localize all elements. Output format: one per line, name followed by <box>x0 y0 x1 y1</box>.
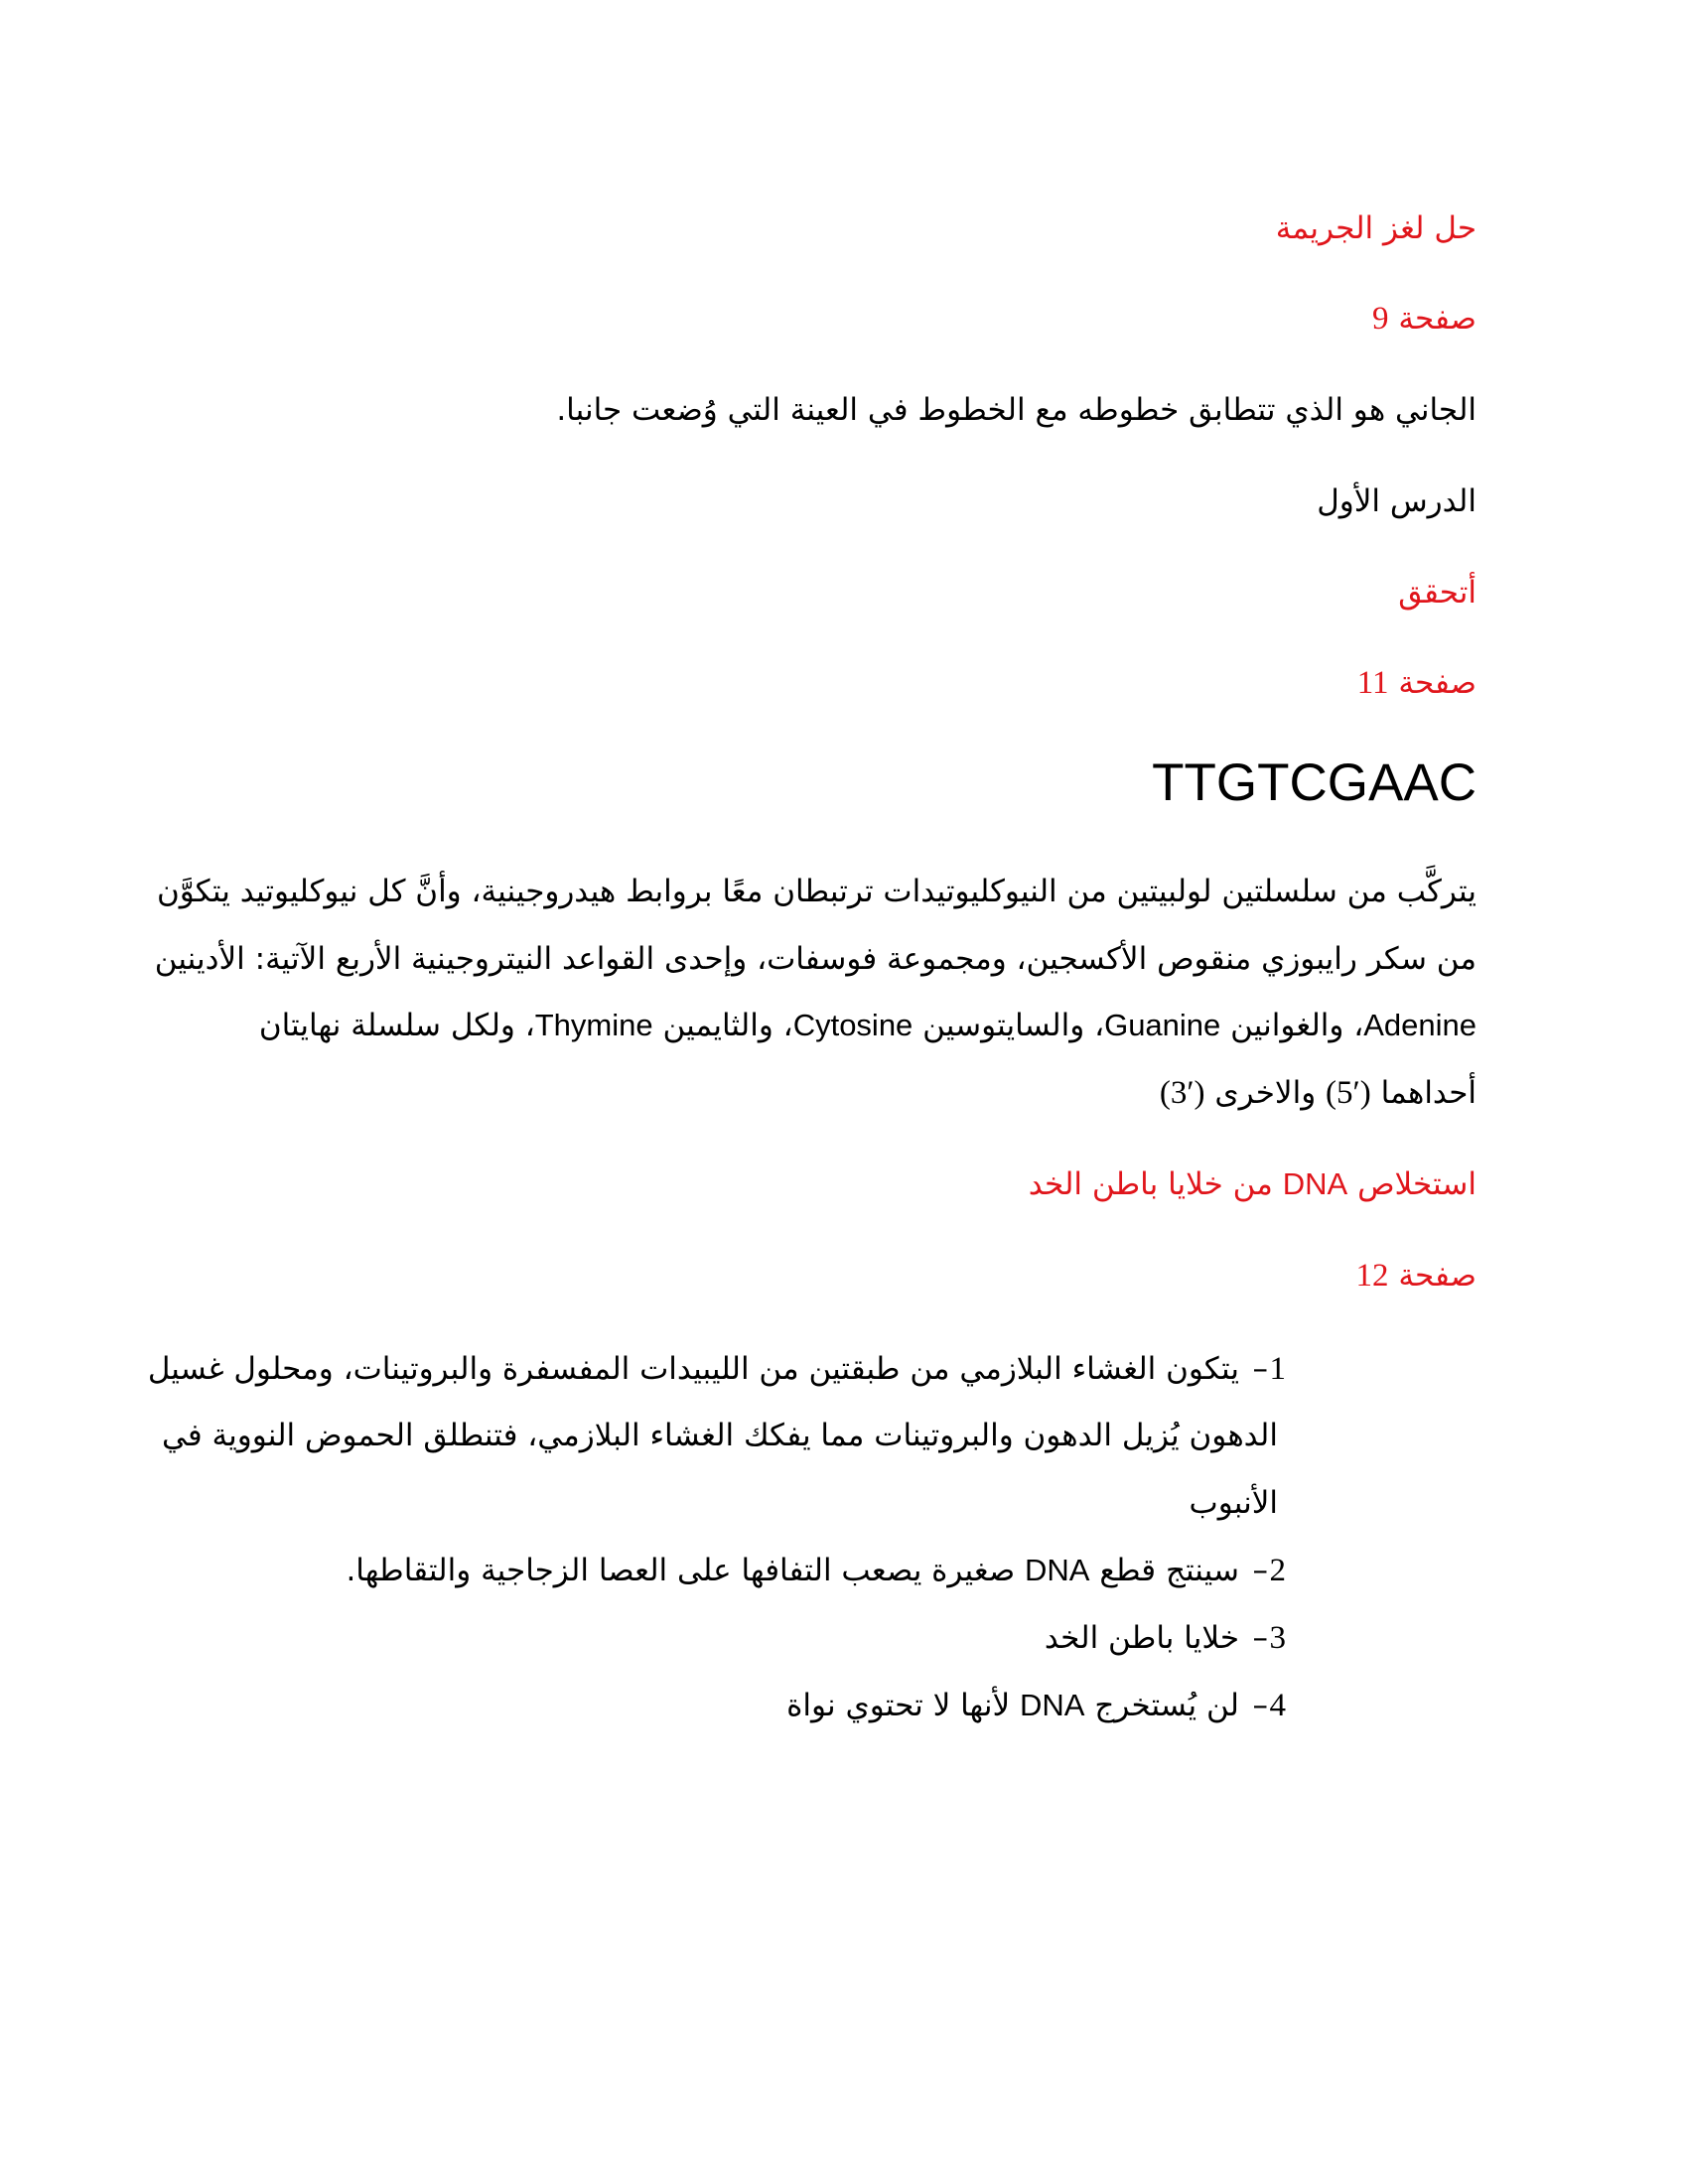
lesson-title-text: الدرس الأول <box>1317 483 1477 519</box>
list-number: 3 <box>1269 1620 1286 1656</box>
paragraph-text: ، والغوانين <box>1230 1008 1364 1043</box>
paragraph-text: ، ولكل سلسلة نهايتان <box>258 1008 535 1043</box>
list-number: 2 <box>1269 1553 1286 1588</box>
list-item-1-line-1 <box>148 1347 1239 1391</box>
base-name-cytosine: Cytosine <box>792 1008 914 1042</box>
lesson-title <box>1317 479 1477 523</box>
list-item-text: صغيرة يصعب التفافها على العصا الزجاجية والتقاطها. <box>346 1553 1016 1588</box>
list-item-text: لأنها لا تحتوي نواة <box>786 1688 1011 1723</box>
list-item-text: خلايا باطن الخد <box>1044 1620 1239 1656</box>
list-item-text: سينتج قطع <box>1099 1553 1239 1588</box>
page-11-label <box>1357 661 1477 705</box>
paragraph-text: ، والثايمين <box>662 1008 793 1043</box>
paragraph-line-1 <box>157 870 1477 913</box>
list-item-text: الدهون يُزيل الدهون والبروتينات مما يفكك الغشاء البلازمي، فتنطلق الحموض النووية في <box>162 1418 1278 1453</box>
list-item-4-number <box>1270 1684 1287 1727</box>
list-item-text: الأنبوب <box>1189 1485 1278 1521</box>
check-heading-text: أتحقق <box>1398 575 1477 611</box>
extraction-heading-text: استخلاص <box>1357 1166 1477 1202</box>
extraction-heading-text: من خلايا باطن الخد <box>1028 1166 1273 1202</box>
list-item-1-line-2 <box>162 1414 1278 1457</box>
crime-puzzle-heading-text: حل لغز الجريمة <box>1275 210 1477 246</box>
page-number: 12 <box>1355 1258 1389 1294</box>
check-heading <box>1398 571 1477 614</box>
list-item-1-number <box>1270 1347 1287 1391</box>
list-item-1-dash: – <box>1252 1351 1268 1387</box>
base-name-thymine: Thymine <box>534 1008 653 1042</box>
answer-line <box>556 388 1477 432</box>
extraction-heading <box>1029 1162 1477 1206</box>
paragraph-text: من سكر رايبوزي منقوص الأكسجين، ومجموعة فوسفات، وإحدى القواعد النيتروجينية الأربع الآتية: الأدينين <box>154 941 1477 977</box>
page-number: 9 <box>1372 301 1389 337</box>
crime-puzzle-heading <box>1276 206 1477 250</box>
paragraph-text: أحداهما <box>1380 1075 1477 1111</box>
list-item-dna: DNA <box>1025 1553 1090 1587</box>
list-item-2-text <box>346 1549 1239 1592</box>
paragraph-line-4 <box>1160 1071 1477 1115</box>
list-item-text: لن يُستخرج <box>1094 1688 1239 1723</box>
paragraph-text: والاخرى <box>1214 1075 1317 1111</box>
paragraph-text: يتركَّب من سلسلتين لولبيتين من النيوكليوتيدات ترتبطان معًا بروابط هيدروجينية، وأنَّ كل نيوكليوتيد يتكوَّن <box>156 874 1477 909</box>
answer-text: الجاني هو الذي تتطابق خطوطه مع الخطوط في العينة التي وُضعت جانبا. <box>556 392 1477 428</box>
list-number: 4 <box>1269 1688 1286 1723</box>
base-name-adenine: Adenine <box>1363 1008 1477 1042</box>
list-item-2-dash: – <box>1252 1553 1268 1588</box>
page-9-label <box>1372 297 1477 341</box>
list-number: 1 <box>1269 1351 1286 1387</box>
page-word: صفحة <box>1398 665 1477 701</box>
paragraph-text: ، والسايتوسين <box>922 1008 1105 1043</box>
list-item-dna: DNA <box>1020 1688 1085 1722</box>
list-item-2-number <box>1270 1549 1287 1592</box>
five-prime-end: (5′) <box>1326 1075 1371 1111</box>
list-item-3-number <box>1270 1616 1287 1660</box>
list-item-3-text <box>1045 1616 1239 1660</box>
paragraph-line-2 <box>155 937 1477 981</box>
paragraph-line-3 <box>259 1004 1477 1047</box>
page-word: صفحة <box>1398 301 1477 337</box>
base-name-guanine: Guanine <box>1104 1008 1221 1042</box>
list-item-3-dash: – <box>1252 1620 1268 1656</box>
three-prime-end: (3′) <box>1159 1075 1205 1111</box>
page-12-label <box>1356 1254 1477 1297</box>
dna-sequence: TTGTCGAAC <box>1152 753 1477 812</box>
extraction-heading-dna: DNA <box>1282 1166 1348 1201</box>
page-word: صفحة <box>1398 1258 1477 1294</box>
list-item-4-dash: – <box>1252 1688 1268 1723</box>
page-number: 11 <box>1356 665 1389 701</box>
list-item-text: يتكون الغشاء البلازمي من طبقتين من الليبيدات المفسفرة والبروتينات، ومحلول غسيل <box>147 1351 1239 1387</box>
list-item-1-line-3 <box>1190 1481 1278 1525</box>
list-item-4-text <box>786 1684 1239 1727</box>
